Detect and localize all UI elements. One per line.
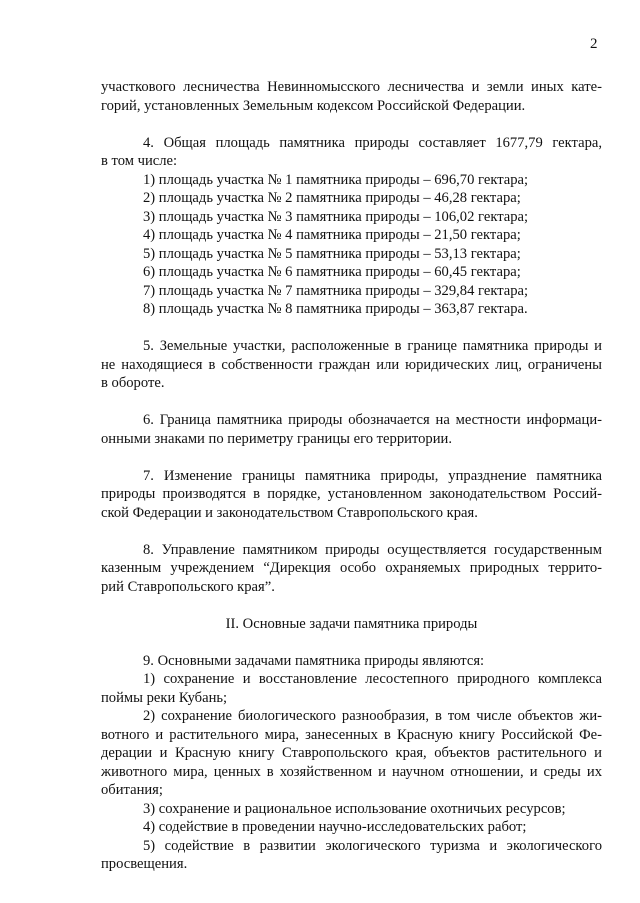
item-8-line: 8. Управление памятником природы осуществляется государственным — [143, 541, 602, 558]
area-item: 7) площадь участка № 7 памятника природы – 329,84 гектара; — [143, 282, 529, 299]
task-line: 5) содействие в развитии экологического туризма и экологического — [143, 837, 602, 854]
item-7-line: 7. Изменение границы памятника природы, упразднение памятника — [143, 467, 602, 484]
item-6-line: онными знаками по периметру границы его территории. — [101, 430, 452, 447]
intro-line: горий, установленных Земельным кодексом Российской Федерации. — [101, 97, 526, 114]
area-item: 5) площадь участка № 5 памятника природы – 53,13 гектара; — [143, 245, 521, 262]
page-number: 2 — [590, 36, 598, 52]
area-item: 4) площадь участка № 4 памятника природы – 21,50 гектара; — [143, 227, 521, 243]
item-8-line: казенным учреждением “Дирекция особо охраняемых природных террито- — [101, 560, 602, 576]
area-item: 3) площадь участка № 3 памятника природы – 106,02 гектара; — [143, 208, 529, 225]
area-list — [101, 171, 602, 319]
item-5-line: не находящиеся в собственности граждан или юридических лиц, ограничены — [101, 356, 602, 373]
task-line: просвещения. — [101, 856, 188, 872]
task-line: вотного и растительного мира, занесенных в Красную книгу Российской Фе- — [101, 726, 602, 743]
section-heading: II. Основные задачи памятника природы — [225, 615, 478, 632]
item-7-line: ской Федерации и законодательством Ставропольского края. — [101, 504, 478, 521]
task-line: дерации и Красную книгу Ставропольского края, объектов растительного и — [101, 745, 602, 761]
area-item: 2) площадь участка № 2 памятника природы – 46,28 гектара; — [143, 190, 521, 206]
item-8-line: рий Ставропольского края”. — [101, 578, 275, 595]
area-item: 6) площадь участка № 6 памятника природы – 60,45 гектара; — [143, 264, 521, 280]
item-7-line: природы производятся в порядке, установленном законодательством Россий- — [101, 486, 602, 502]
item-5-line: в обороте. — [101, 375, 165, 391]
item-4-line: в том числе: — [101, 153, 178, 169]
intro-line: участкового лесничества Невинномысского лесничества и земли иных кате- — [101, 79, 602, 95]
area-item: 8) площадь участка № 8 памятника природы – 363,87 гектара. — [143, 301, 528, 317]
task-line: обитания; — [101, 782, 163, 798]
task-line: поймы реки Кубань; — [101, 689, 228, 706]
area-item: 1) площадь участка № 1 памятника природы – 696,70 гектара; — [143, 171, 529, 188]
task-line: 4) содействие в проведении научно-исследовательских работ; — [143, 819, 527, 835]
item-6-line: 6. Граница памятника природы обозначается на местности информаци- — [143, 412, 602, 428]
task-line: животного мира, ценных в хозяйственном и научном отношении, и среды их — [101, 763, 602, 780]
task-line: 2) сохранение биологического разнообразия, в том числе объектов жи- — [143, 708, 602, 724]
task-line: 1) сохранение и восстановление лесостепного природного комплекса — [143, 671, 602, 687]
task-line: 3) сохранение и рациональное использование охотничьих ресурсов; — [143, 800, 566, 817]
item-4-line: 4. Общая площадь памятника природы составляет 1677,79 гектара, — [143, 134, 602, 151]
item-5-line: 5. Земельные участки, расположенные в границе памятника природы и — [143, 338, 602, 354]
document-body — [101, 78, 602, 874]
item-9-intro: 9. Основными задачами памятника природы являются: — [143, 652, 485, 669]
